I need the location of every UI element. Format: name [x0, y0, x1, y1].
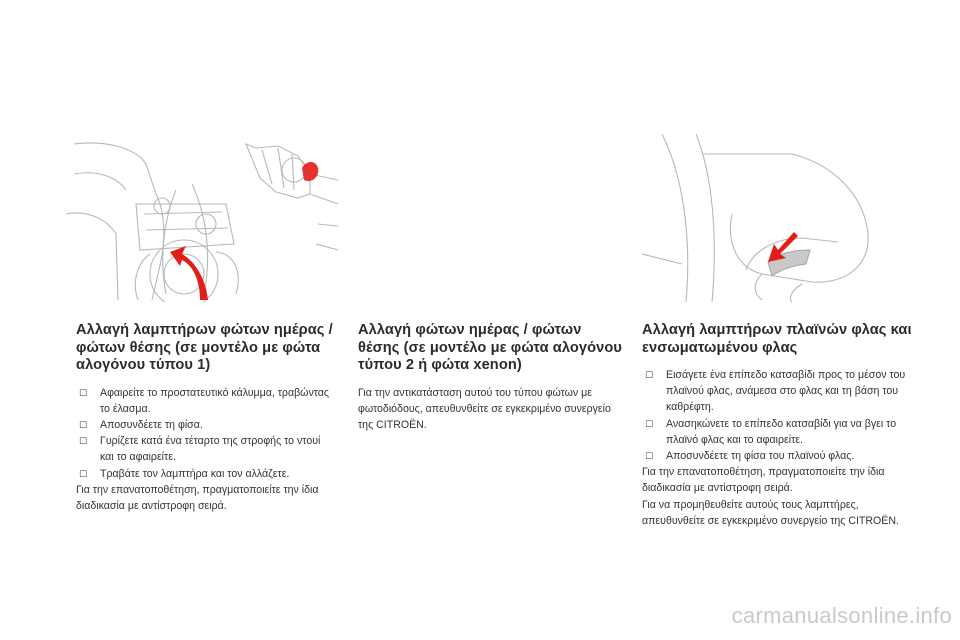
side-mirror-indicator-illustration: [642, 134, 904, 302]
dealer-note: Για να προμηθευθείτε αυτούς τους λαμπτήρες, απευθυνθείτε σε εγκεκριμένο συνεργείο της CITROËN.: [642, 498, 899, 527]
checkbox-arrow-icon: ☐: [79, 436, 88, 447]
step-item: ☐ Ανασηκώνετε το επίπεδο κατσαβίδι για να βγει το πλαϊνό φλας και το αφαιρείτε.: [645, 417, 897, 446]
highlight-spot: [302, 162, 318, 181]
checkbox-arrow-icon: ☐: [79, 419, 88, 430]
section-title: Αλλαγή λαμπτήρων φώτων ημέρας / φώτων θέσης (σε μοντέλο με φώτα αλογόνου τύπου 1): [76, 322, 333, 373]
section-halogen-type2-xenon: [358, 322, 626, 433]
step-item: ☐ Τραβάτε τον λαμπτήρα και τον αλλάζετε.: [76, 466, 336, 482]
mirror-drawing: [642, 134, 904, 302]
step-item: ☐ Αφαιρείτε το προστατευτικό κάλυμμα, τραβώντας το έλασμα.: [79, 386, 330, 415]
section-body: Για την αντικατάσταση αυτού του τύπου φώτων με φωτοδιόδους, απευθυνθείτε σε εγκεκριμένο συνεργείο της CITROËN.: [358, 386, 611, 431]
checkbox-arrow-icon: ☐: [645, 451, 654, 462]
checkbox-arrow-icon: ☐: [79, 387, 88, 398]
step-item: ☐ Αποσυνδέετε τη φίσα του πλαϊνού φλας.: [642, 448, 912, 464]
section-side-indicators: [642, 322, 912, 529]
headlamp-bulb-illustration: [66, 134, 338, 302]
section-halogen-type1: [76, 322, 336, 514]
watermark: carmanualsonline.info: [731, 603, 952, 628]
section-title: Αλλαγή λαμπτήρων πλαϊνών φλας και ενσωματωμένου φλας: [642, 322, 912, 356]
reassembly-note: Για την επανατοποθέτηση, πραγματοποιείτε την ίδια διαδικασία με αντίστροφη σειρά.: [642, 466, 885, 495]
step-item: ☐ Αποσυνδέετε τη φίσα.: [76, 417, 336, 433]
checkbox-arrow-icon: ☐: [79, 468, 88, 479]
checkbox-arrow-icon: ☐: [645, 370, 654, 380]
step-item: ☐ Γυρίζετε κατά ένα τέταρτο της στροφής το ντουί και το αφαιρείτε.: [79, 435, 321, 464]
step-item: ☐ Εισάγετε ένα επίπεδο κατσαβίδι προς το μέσον του πλαϊνού φλας, ανάμεσα στο φλας και τη βάση του καθρέφτη.: [645, 369, 906, 414]
checkbox-arrow-icon: ☐: [645, 418, 654, 429]
headlamp-bulb-drawing: [66, 134, 338, 302]
reassembly-note: Για την επανατοποθέτηση, πραγματοποιείτε την ίδια διαδικασία με αντίστροφη σειρά.: [76, 483, 319, 512]
section-title: Αλλαγή φώτων ημέρας / φώτων θέσης (σε μοντέλο με φώτα αλογόνου τύπου 2 ή φώτα xenon): [358, 322, 622, 373]
